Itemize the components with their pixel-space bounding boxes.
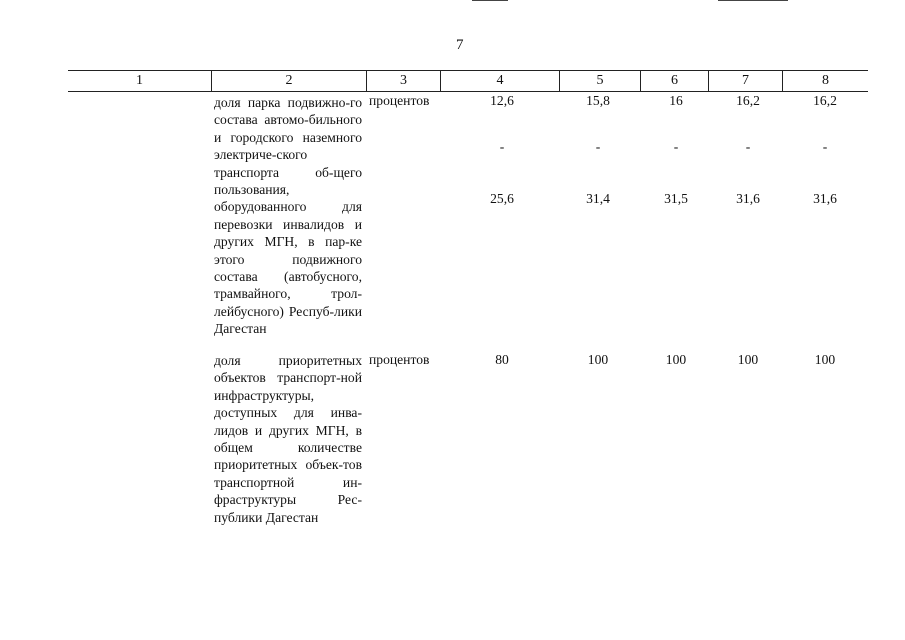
- table-header-row: [68, 70, 868, 92]
- value-cell-col4: 80: [495, 352, 509, 367]
- scan-artifact-line: [718, 0, 788, 1]
- dash-cell-col7: -: [745, 139, 751, 154]
- unit-cell: процентов: [369, 93, 430, 108]
- scan-artifact-line: [472, 0, 508, 1]
- header-cell-5: 5: [596, 73, 604, 88]
- indicator-description: доля парка подвижно-го состава автомо-бильного и городского наземного электриче-ского транспорта об-щего пользования, оборудованного для перевозки инвалидов и других МГН, в пар-ке этого подвижного состава (автобусного, трамвайного, трол-лейбусного) Респуб-лики Дагестан: [214, 95, 362, 337]
- indicator-description: доля приоритетных объектов транспорт-ной инфраструктуры, доступных для инва-лидов и других МГН, в общем количестве приоритетных объек-тов транспортной ин-фраструктуры Рес-публики Дагестан: [214, 353, 362, 525]
- value-cell-col8: 100: [814, 352, 836, 367]
- header-cell-8: 8: [822, 73, 829, 88]
- value-cell-col6: 16: [669, 93, 683, 108]
- page-number: 7: [456, 37, 464, 53]
- value-cell-col8: 16,2: [813, 93, 837, 108]
- header-cell-7: 7: [742, 73, 749, 88]
- dash-cell-col4: -: [499, 139, 505, 154]
- value-cell-col5: 15,8: [586, 93, 610, 108]
- value-cell-col7: 100: [737, 352, 759, 367]
- dash-cell-col8: -: [822, 139, 828, 154]
- header-cell-4: 4: [496, 73, 504, 88]
- value-cell-col6: 100: [665, 352, 687, 367]
- header-cell-1: 1: [136, 73, 143, 88]
- value-cell-col7: 16,2: [736, 93, 760, 108]
- header-cell-3: 3: [400, 73, 407, 88]
- value-cell-col4: 12,6: [490, 93, 514, 108]
- value-cell-col7: 31,6: [736, 191, 760, 206]
- header-cell-6: 6: [671, 73, 678, 88]
- value-cell-col6: 31,5: [664, 191, 688, 206]
- header-cell-2: 2: [285, 73, 293, 88]
- value-cell-col5: 31,4: [586, 191, 610, 206]
- value-cell-col5: 100: [587, 352, 609, 367]
- value-cell-col4: 25,6: [490, 191, 514, 206]
- unit-cell: процентов: [369, 352, 430, 367]
- dash-cell-col6: -: [673, 139, 679, 154]
- dash-cell-col5: -: [595, 139, 601, 154]
- value-cell-col8: 31,6: [813, 191, 837, 206]
